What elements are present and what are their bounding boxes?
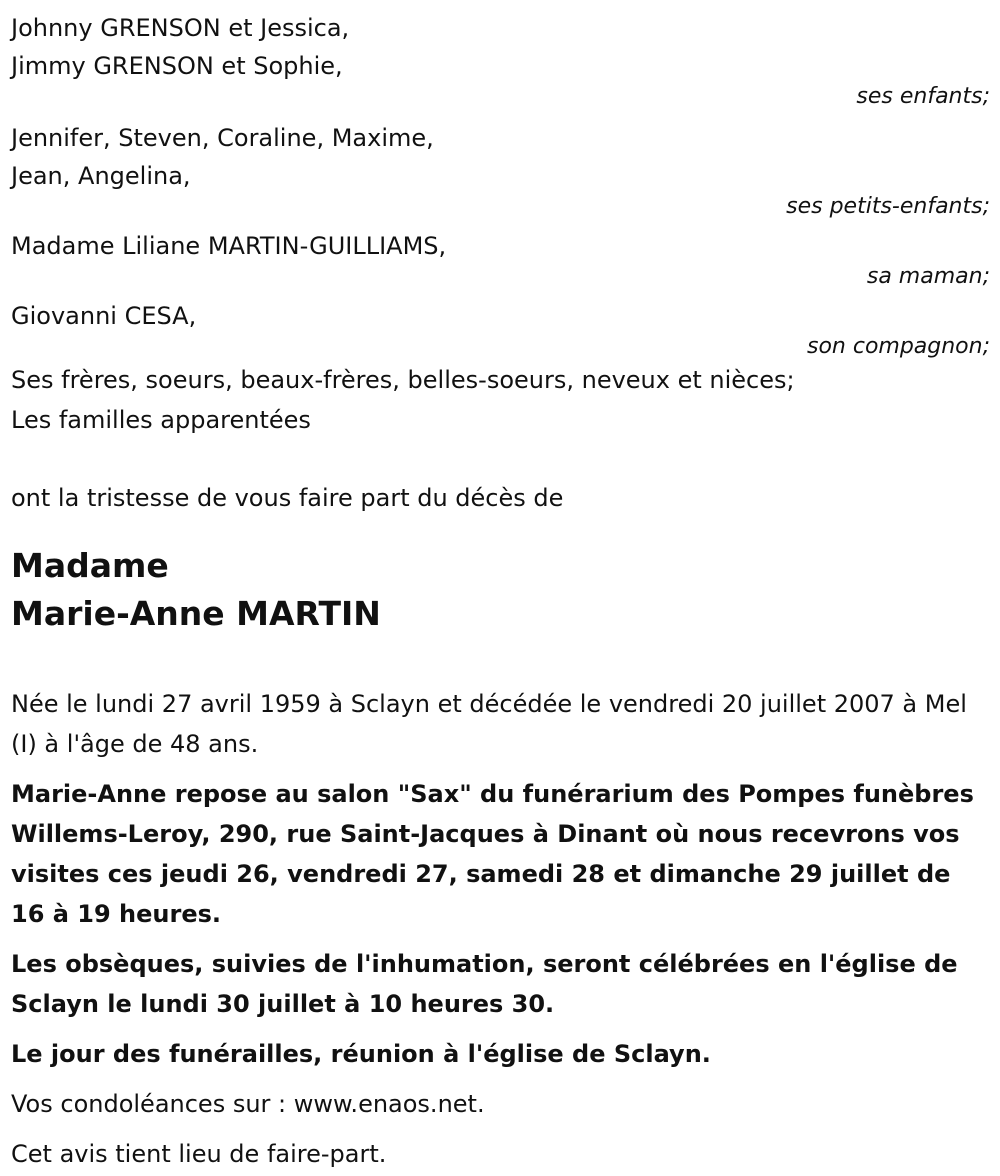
visitation-text: Marie-Anne repose au salon "Sax" du funérarium des Pompes funèbres Willems-Leroy, 290, rue Saint-Jacques à Dinant où nous recevrons vos visites ces jeudi 26, vendredi 27, samedi 28 et dimanche 29 juillet de 16 à 19 heures. xyxy=(11,780,974,928)
families-line: Les familles apparentées xyxy=(11,406,311,434)
child-line-1: Johnny GRENSON et Jessica, xyxy=(11,14,350,42)
announcement-text: ont la tristesse de vous faire part du décès de xyxy=(11,484,564,512)
mother-role: sa maman; xyxy=(866,264,990,289)
meeting-text: Le jour des funérailles, réunion à l'église de Sclayn. xyxy=(11,1040,711,1068)
partner-line: Giovanni CESA, xyxy=(11,302,197,330)
condolences-text: Vos condoléances sur : www.enaos.net. xyxy=(11,1090,485,1118)
grandchild-line-2: Jean, Angelina, xyxy=(11,162,191,190)
grandchild-line-1: Jennifer, Steven, Coraline, Maxime, xyxy=(11,124,434,152)
partner-role: son compagnon; xyxy=(806,334,990,359)
notice-text: Cet avis tient lieu de faire-part. xyxy=(11,1140,387,1168)
grandchildren-role: ses petits-enfants; xyxy=(786,194,990,219)
mother-line: Madame Liliane MARTIN-GUILLIAMS, xyxy=(11,232,447,260)
children-role: ses enfants; xyxy=(856,84,990,109)
funeral-text: Les obsèques, suivies de l'inhumation, seront célébrées en l'église de Sclayn le lundi 30 juillet à 10 heures 30. xyxy=(11,950,958,1018)
child-line-2: Jimmy GRENSON et Sophie, xyxy=(11,52,343,80)
deceased-title: Madame xyxy=(11,546,169,585)
deceased-name: Marie-Anne MARTIN xyxy=(11,594,381,633)
birth-death-text: Née le lundi 27 avril 1959 à Sclayn et décédée le vendredi 20 juillet 2007 à Mel (I) à l'âge de 48 ans. xyxy=(11,690,967,758)
siblings-line: Ses frères, soeurs, beaux-frères, belles-soeurs, neveux et nièces; xyxy=(11,366,795,394)
